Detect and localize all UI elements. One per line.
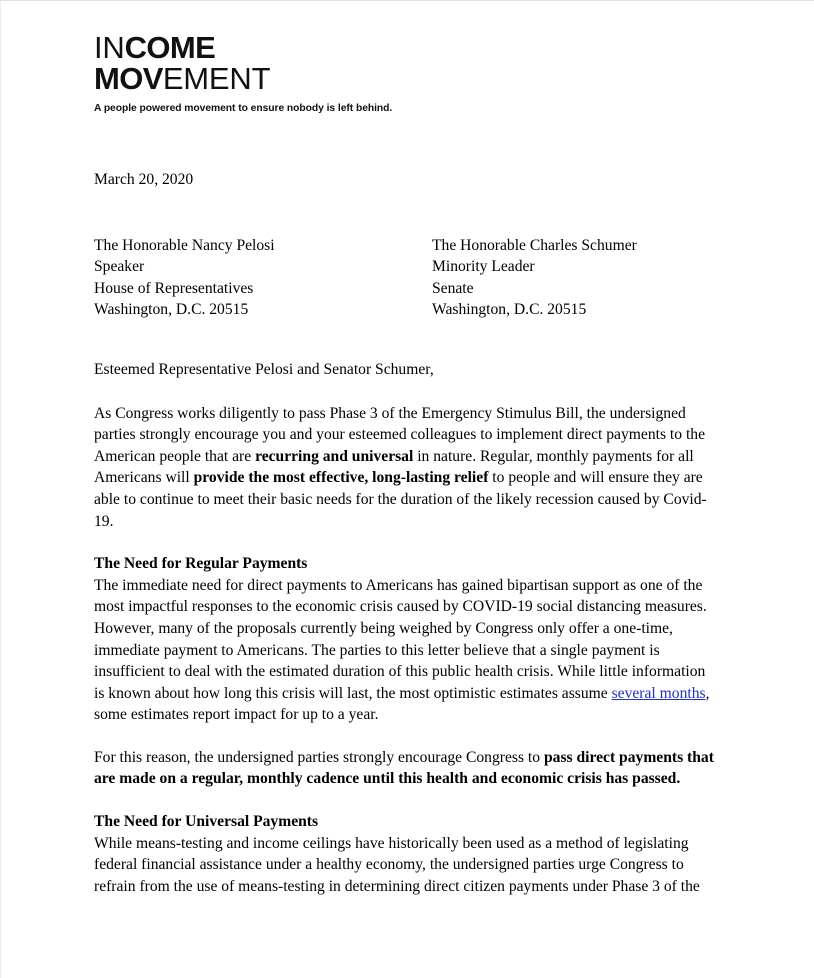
logo-text-mov: MOV	[94, 61, 163, 97]
conclusion-paragraph	[94, 747, 714, 790]
intro-paragraph	[94, 403, 714, 533]
regular-payments-paragraph	[94, 575, 714, 726]
intro-text-3: to people and will ensure they are able to continue to meet their basic needs for the duration of the likely recession caused by Covid-19.	[94, 469, 707, 530]
recipient-schumer	[432, 235, 712, 321]
intro-text-1: As Congress works diligently to pass Phase 3 of the Emergency Stimulus Bill, the undersigned parties strongly encourage you and your esteemed colleagues to implement direct payments to the American people that are	[94, 404, 705, 465]
several-months-link[interactable]: several months	[611, 684, 706, 702]
logo-text-in: IN	[94, 30, 125, 65]
spacer	[94, 532, 714, 553]
intro-bold-1: recurring and universal	[255, 447, 414, 465]
heading-universal-payments: The Need for Universal Payments	[94, 813, 319, 831]
logo-line-income	[94, 30, 714, 65]
spacer	[94, 790, 714, 811]
regular-text-1: The immediate need for direct payments to Americans has gained bipartisan support as one of the most impactful responses to the economic crisis caused by COVID-19 social distancing measures. However, many of the proposals currently being weighed by Congress only offer a one-time, immediate payment to Americans. The parties to this letter believe that a single payment is insufficient to deal with the estimated duration of this public health crisis. While little information is known about how long this crisis will last, the most optimistic estimates assume	[94, 576, 707, 702]
spacer	[94, 726, 714, 747]
spacer	[94, 321, 714, 359]
letter-body	[94, 169, 714, 897]
spacer	[94, 381, 714, 403]
recipient-block	[94, 235, 714, 321]
recipient-title: Speaker	[94, 258, 145, 276]
recipient-name: The Honorable Nancy Pelosi	[94, 236, 275, 254]
letterhead-tagline: A people powered movement to ensure nobody is left behind.	[94, 103, 393, 115]
recipient-location: Washington, D.C. 20515	[432, 301, 587, 319]
heading-regular-payments: The Need for Regular Payments	[94, 555, 308, 573]
logo-text-ement: EMENT	[162, 61, 271, 97]
conclusion-bold-1: pass direct payments that are made on a regular, monthly cadence until this health and economic crisis has passed.	[94, 748, 714, 788]
recipient-name: The Honorable Charles Schumer	[432, 236, 637, 254]
income-movement-logo	[94, 30, 714, 97]
recipient-body: House of Representatives	[94, 279, 254, 297]
recipient-pelosi	[94, 235, 432, 321]
recipient-title: Minority Leader	[432, 258, 535, 276]
letter-date: March 20, 2020	[94, 171, 194, 188]
letterhead	[94, 30, 714, 115]
spacer	[94, 191, 714, 235]
recipient-body: Senate	[432, 279, 474, 297]
universal-payments-paragraph: While means-testing and income ceilings have historically been used as a method of legislating federal financial assistance under a healthy economy, the undersigned parties urge Congress to refrain from the use of means-testing in determining direct citizen payments under Phase 3 of the	[94, 834, 700, 895]
salutation: Esteemed Representative Pelosi and Senator Schumer,	[94, 360, 434, 378]
logo-line-movement	[94, 61, 714, 97]
conclusion-text-1: For this reason, the undersigned parties strongly encourage Congress to	[94, 748, 544, 766]
recipient-location: Washington, D.C. 20515	[94, 301, 249, 319]
regular-text-2: , some estimates report impact for up to a year.	[94, 684, 710, 724]
logo-text-come: COME	[124, 30, 216, 65]
intro-bold-2: provide the most effective, long-lasting relief	[193, 469, 489, 487]
intro-text-2: in nature. Regular, monthly payments for all Americans will	[94, 447, 694, 487]
